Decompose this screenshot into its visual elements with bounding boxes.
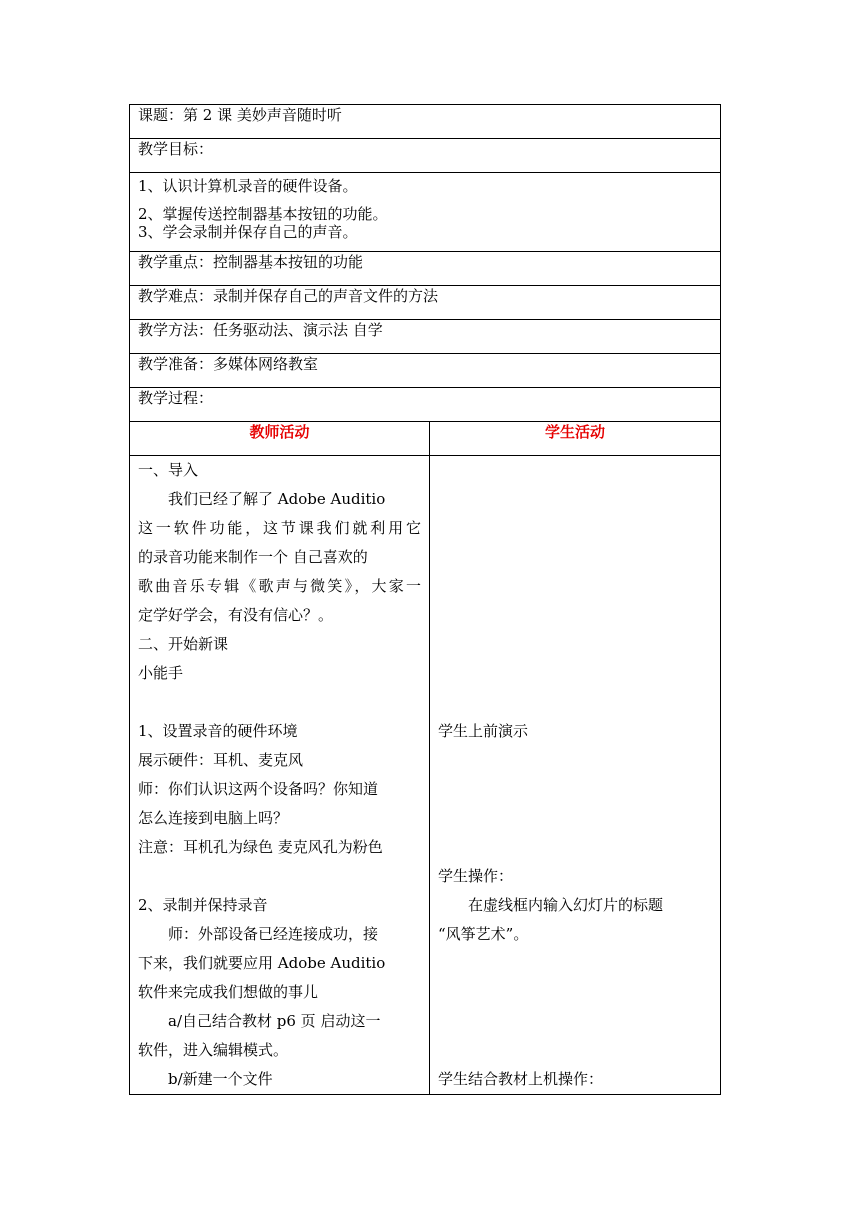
spacer [438,688,712,717]
goals-cell [130,173,721,252]
teacher-line: 这一软件功能，这节课我们就利用它 [138,519,421,537]
teacher-line: 怎么连接到电脑上吗？ [138,809,289,827]
teacher-line: 软件来完成我们想做的事儿 [138,983,319,1001]
difficulty: 教学难点：录制并保存自己的声音文件的方法 [130,286,721,320]
teacher-line: 一、导入 [138,461,199,479]
spacer [438,1036,712,1065]
student-line: 学生上前演示 [438,722,529,740]
title-row [130,105,721,139]
process-label: 教学过程： [130,388,721,422]
activity-row [130,456,721,1095]
spacer [438,833,712,862]
key-point-row [130,252,721,286]
spacer [438,804,712,833]
goal-item: 1、认识计算机录音的硬件设备。 [138,177,358,195]
student-line: 学生结合教材上机操作： [438,1070,604,1088]
goals-label: 教学目标： [130,139,721,173]
difficulty-row [130,286,721,320]
teacher-line: 师：外部设备已经连接成功，接 [168,925,379,943]
goal-item: 3、学会录制并保存自己的声音。 [138,223,358,241]
teacher-line: 定学好学会，有没有信心？。 [138,606,334,624]
teacher-line: a/自己结合教材 p6 页 启动这一 [168,1012,381,1030]
student-line: 学生操作： [438,867,514,885]
goals-label-row [130,139,721,173]
teacher-line: 小能手 [138,664,184,682]
teaching-preparation: 教学准备：多媒体网络教室 [130,354,721,388]
student-line: 在虚线框内输入幻灯片的标题 [468,896,664,914]
teacher-line: 师：你们认识这两个设备吗？你知道 [138,780,379,798]
teacher-line: 1、设置录音的硬件环境 [138,722,298,740]
key-point: 教学重点：控制器基本按钮的功能 [130,252,721,286]
teacher-line: 下来，我们就要应用 Adobe Auditio [138,954,386,972]
spacer [438,456,712,485]
spacer [138,688,421,717]
lesson-plan-table [129,104,721,1095]
teacher-line: b/新建一个文件 [168,1070,273,1088]
goal-item: 2、掌握传送控制器基本按钮的功能。 [138,205,388,223]
spacer [438,601,712,630]
teacher-activity-cell [130,456,430,1095]
student-activity-cell [430,456,721,1095]
spacer [438,543,712,572]
spacer [438,572,712,601]
teacher-line: 我们已经了解了 Adobe Auditio [168,490,386,508]
student-line: “风筝艺术”。 [438,925,529,943]
spacer [438,514,712,543]
method-row [130,320,721,354]
spacer [138,862,421,891]
lesson-title: 课题：第 2 课 美妙声音随时听 [130,105,721,139]
spacer [438,978,712,1007]
column-header-row [130,422,721,456]
spacer [438,746,712,775]
teacher-line: 2、录制并保持录音 [138,896,268,914]
spacer [438,775,712,804]
teacher-line: 的录音功能来制作一个 自己喜欢的 [138,548,368,566]
teaching-method: 教学方法：任务驱动法、演示法 自学 [130,320,721,354]
teacher-line: 展示硬件：耳机、麦克风 [138,751,304,769]
spacer [438,1007,712,1036]
student-column-header: 学生活动 [430,422,721,456]
spacer [438,659,712,688]
spacer [438,485,712,514]
teacher-line: 歌曲音乐专辑《歌声与微笑》，大家一 [138,577,421,595]
preparation-row [130,354,721,388]
process-label-row [130,388,721,422]
teacher-line: 二、开始新课 [138,635,229,653]
teacher-line: 软件，进入编辑模式。 [138,1041,289,1059]
spacer [438,630,712,659]
teacher-column-header: 教师活动 [130,422,430,456]
teacher-line: 注意：耳机孔为绿色 麦克风孔为粉色 [138,838,383,856]
goals-row [130,173,721,252]
spacer [438,949,712,978]
